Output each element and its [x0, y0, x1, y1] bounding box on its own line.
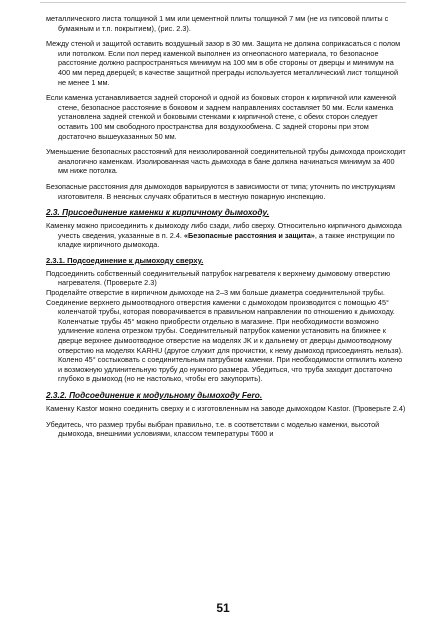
section-heading-2-3-2: 2.3.2. Подсоединение к модульному дымоходу Fero.	[46, 390, 263, 400]
section-heading-2-3: 2.3. Присоединение каменки к кирпичному дымоходу.	[46, 207, 270, 218]
intro-text-start: Каменку можно присоединить к дымоходу либо сзади, либо сверху. Относительно кирпичного дымохода учесть сведения, указанные в п. 2.4.	[46, 221, 402, 240]
paragraph: Уменьшение безопасных расстояний для неизолированной соединительной трубы дымохода происходит аналогично каменкам. Изолированная часть дымохода в бане должна начинаться минимум за 400 мм ниже потолка.	[46, 147, 406, 176]
paragraph: Убедитесь, что размер трубы выбран правильно, т.е. в соответствии с моделью каменки, высотой дымохода, внешними условиями, классом температуры T600 и	[46, 419, 380, 439]
paragraph: Между стеной и защитой оставить воздушный зазор в 30 мм. Защита не должна соприкасаться с полом или потолком. Если пол перед каменкой выполнен из огнеопасного материала, то безопасное расстояние должно распространяться минимум на 100 мм в обе стороны от дверцы и минимум на 400 мм перед дверцей; в качестве защитной преграды используется металлический лист толщиной не менее 1 мм.	[46, 39, 401, 87]
top-rule	[40, 2, 406, 3]
section-heading-2-3-1: 2.3.1. Подсоединение к дымоходу сверху.	[46, 255, 204, 265]
paragraph: Если каменка устанавливается задней стороной и одной из боковых сторон к кирпичной или каменной стене, безопасное расстояние в боковом и заднем направлениях составляет 50 мм. Если каменка установлена задней стенкой и боковыми стенками к кирпичной стене, с обеих сторон следует оставить 100 мм свободного пространства для воздухообмена. С задней стороны при этом достаточно вышеуказанных 50 мм.	[46, 93, 397, 141]
page-number: 51	[216, 601, 230, 615]
paragraph: Каменку Kastor можно соединить сверху и с изготовленным на заводе дымоходом Kastor. (Проверьте 2.4)	[46, 404, 406, 413]
paragraph: Соединение верхнего дымоотводного отверстия каменки с дымоходом производится с помощью 45° коленчатой трубы, которая поворачивается в правильном направлении по отношению к дымоходу. Коленчатые трубы 45° можно приобрести отдельно в магазине. При необходимости возможно удлинение колена отрезком трубы. Соединительный патрубок каменки установить на ближнее к дверце верхнее дымоотводное отверстие на моделях JK и к дальнему от дверцы дымоотводному отверстию на моделях KARHU (другое служит для прочистки, к нему дымоход присоединять нельзя). Колено 45° состыковать с соединительным патрубком каменки. При необходимости отпилить колено и возможную удлинительную трубу до нужного размера. Убедиться, что труба заходит достаточно глубоко в дымоход (но не настолько, чтобы его закупорить).	[46, 297, 404, 384]
intro-bold-reference: «Безопасные расстояния и защита»	[183, 230, 315, 240]
section-2-3-intro	[46, 221, 406, 250]
paragraph: Подсоединить собственный соединительный патрубок нагревателя к верхнему дымовому отверстию нагревателя. (Проверьте 2.3)	[46, 268, 391, 288]
intro-text-end: , а также инструкции по кладке кирпичного дымохода.	[58, 230, 395, 250]
paragraph: Проделайте отверстие в кирпичном дымоходе на 2–3 мм больше диаметра соединительной трубы.	[46, 288, 385, 298]
paragraph: металлического листа толщиной 1 мм или цементной плиты толщиной 7 мм (не из гипсовой плиты с бумажным и т.п. покрытием), (рис. 2.3).	[46, 14, 389, 33]
paragraph: Безопасные расстояния для дымоходов варьируются в зависимости от типа; уточнить по инструкциям изготовителя. В неясных случаях обратиться в местную пожарную инспекцию.	[46, 181, 396, 201]
